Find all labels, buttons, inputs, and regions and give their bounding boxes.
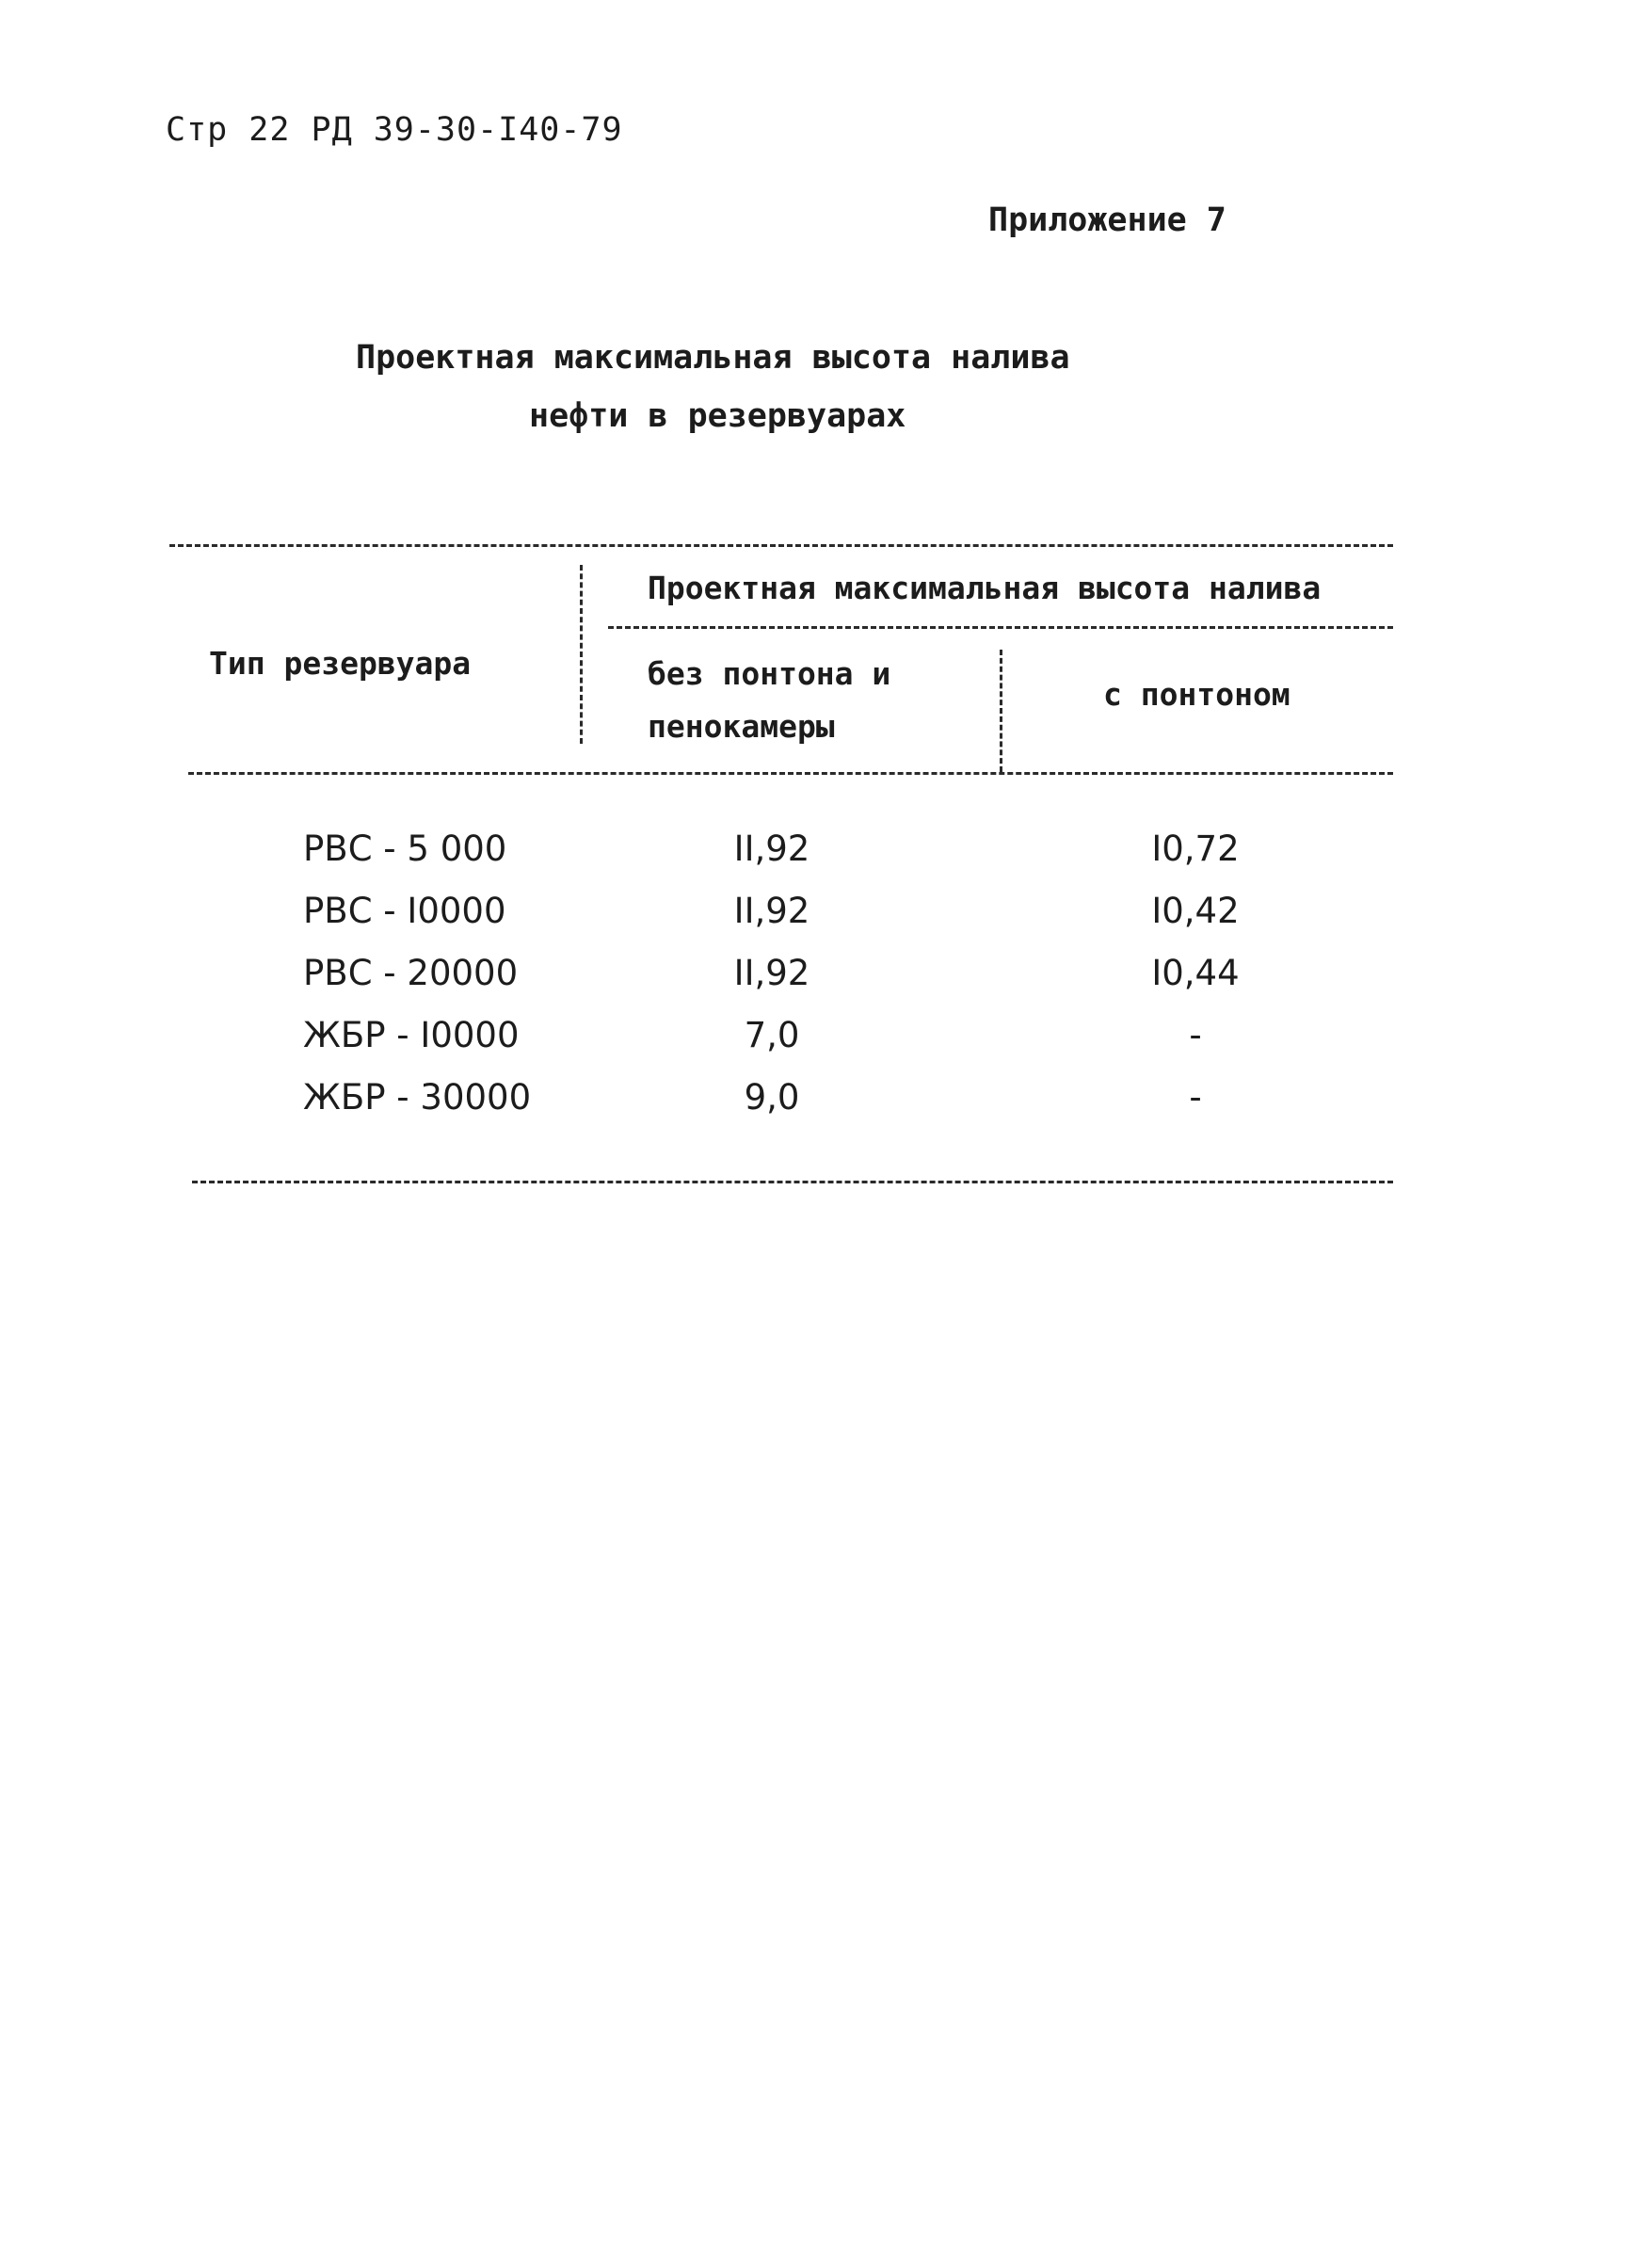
column-separator-2 xyxy=(1000,650,1002,772)
table-row xyxy=(0,1015,1635,1071)
cell-height-with-pontoon: I0,44 xyxy=(1151,953,1240,993)
cell-tank-type: ЖБР - I0000 xyxy=(303,1015,520,1055)
table-header-bottom-rule xyxy=(188,772,1393,775)
cell-height-with-pontoon: I0,72 xyxy=(1151,828,1240,869)
cell-height-no-pontoon: II,92 xyxy=(733,891,810,931)
cell-height-no-pontoon: 7,0 xyxy=(744,1015,800,1055)
table-row xyxy=(0,891,1635,947)
document-title-line-2: нефти в резервуарах xyxy=(529,397,906,435)
table-row xyxy=(0,828,1635,885)
column-header-no-pontoon-line-1: без понтона и xyxy=(648,655,891,692)
column-separator-1 xyxy=(580,565,583,744)
table-header-divider xyxy=(608,626,1393,629)
cell-tank-type: ЖБР - 30000 xyxy=(303,1077,532,1118)
table-row xyxy=(0,953,1635,1009)
column-header-type: Тип резервуара xyxy=(209,645,472,682)
column-group-header: Проектная максимальная высота налива xyxy=(648,570,1322,606)
column-header-no-pontoon-line-2: пенокамеры xyxy=(648,708,835,745)
table-top-rule xyxy=(169,544,1393,547)
page-reference: Стр 22 РД 39-30-I40-79 xyxy=(166,111,623,149)
cell-height-with-pontoon: - xyxy=(1189,1077,1202,1118)
cell-height-with-pontoon: I0,42 xyxy=(1151,891,1240,931)
cell-tank-type: РВС - 5 000 xyxy=(303,828,507,869)
cell-height-no-pontoon: 9,0 xyxy=(744,1077,800,1118)
column-header-with-pontoon: с понтоном xyxy=(1103,676,1290,713)
document-title-line-1: Проектная максимальная высота налива xyxy=(356,339,1070,377)
table-bottom-rule xyxy=(192,1181,1393,1183)
table-row xyxy=(0,1077,1635,1134)
cell-height-with-pontoon: - xyxy=(1189,1015,1202,1055)
cell-height-no-pontoon: II,92 xyxy=(733,828,810,869)
cell-height-no-pontoon: II,92 xyxy=(733,953,810,993)
cell-tank-type: РВС - 20000 xyxy=(303,953,519,993)
cell-tank-type: РВС - I0000 xyxy=(303,891,506,931)
appendix-label: Приложение 7 xyxy=(988,201,1226,239)
